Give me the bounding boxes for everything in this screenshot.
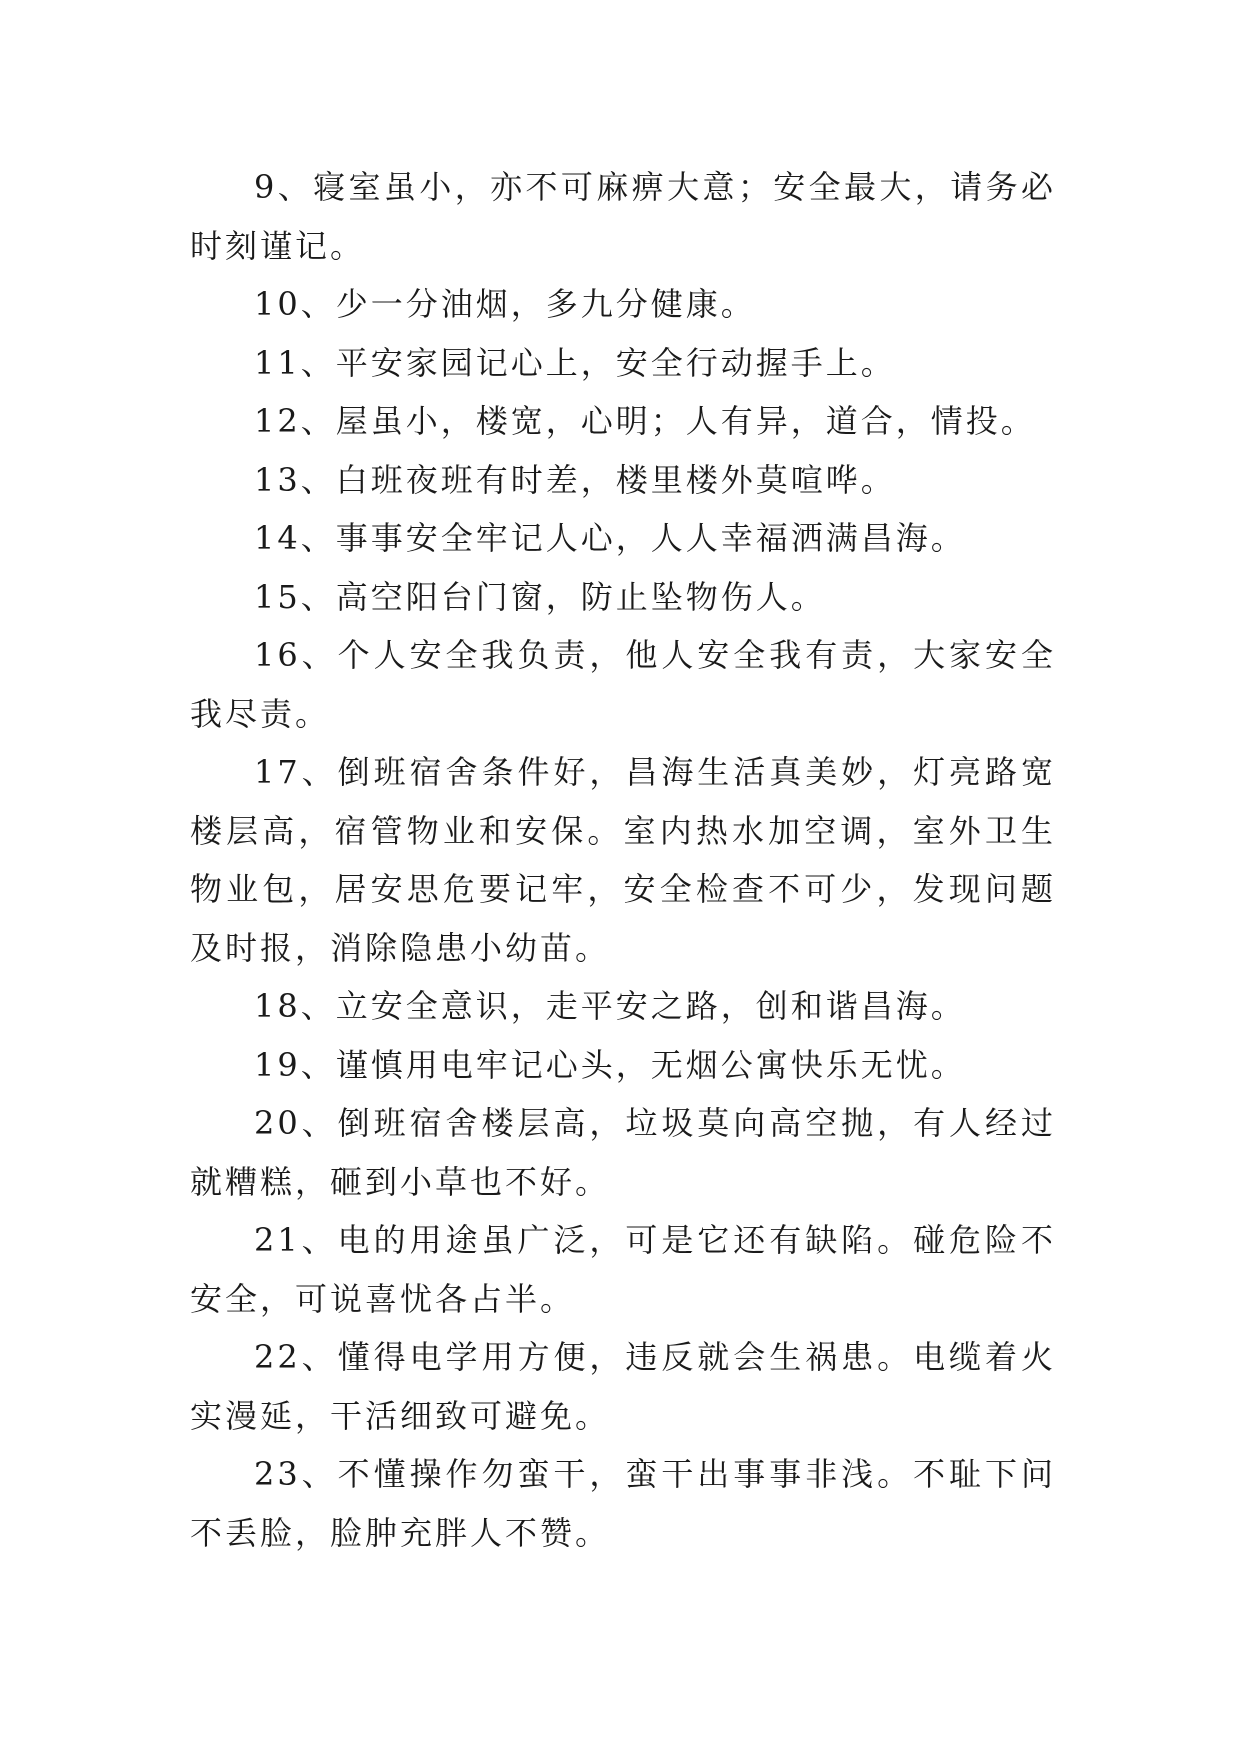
slogan-paragraph: 12、屋虽小，楼宽，心明；人有异，道合，情投。 xyxy=(254,402,1036,440)
slogan-paragraph: 13、白班夜班有时差，楼里楼外莫喧哗。 xyxy=(254,460,896,499)
slogan-paragraph: 10、少一分油烟，多九分健康。 xyxy=(254,285,756,323)
slogan-paragraph: 15、高空阳台门窗，防止坠物伤人。 xyxy=(254,577,826,616)
slogan-paragraph: 22、懂得电学用方便，违反就会生祸患。电缆着火实漫延，干活细致可避免。 xyxy=(190,1338,1056,1435)
slogan-paragraph: 16、个人安全我负责，他人安全我有责，大家安全我尽责。 xyxy=(190,636,1056,733)
slogan-paragraph: 17、倒班宿舍条件好，昌海生活真美妙，灯亮路宽楼层高，宿管物业和安保。室内热水加空调，室外卫生物业包，居安思危要记牢，安全检查不可少，发现问题及时报，消除隐患小幼苗。 xyxy=(190,753,1056,967)
slogan-paragraph: 9、寝室虽小，亦不可麻痹大意；安全最大，请务必时刻谨记。 xyxy=(190,168,1056,265)
slogan-paragraph: 14、事事安全牢记人心，人人幸福洒满昌海。 xyxy=(254,519,966,557)
slogan-paragraph: 18、立安全意识，走平安之路，创和谐昌海。 xyxy=(254,987,966,1025)
slogan-paragraph: 21、电的用途虽广泛，可是它还有缺陷。碰危险不安全，可说喜忧各占半。 xyxy=(190,1221,1056,1318)
document-body xyxy=(190,158,1056,1562)
slogan-paragraph: 11、平安家园记心上，安全行动握手上。 xyxy=(254,343,896,382)
slogan-paragraph: 23、不懂操作勿蛮干，蛮干出事事非浅。不耻下问不丢脸，脸肿充胖人不赞。 xyxy=(190,1455,1056,1552)
slogan-paragraph: 20、倒班宿舍楼层高，垃圾莫向高空抛，有人经过就糟糕，砸到小草也不好。 xyxy=(190,1104,1056,1201)
slogan-paragraph: 19、谨慎用电牢记心头，无烟公寓快乐无忧。 xyxy=(254,1045,966,1084)
